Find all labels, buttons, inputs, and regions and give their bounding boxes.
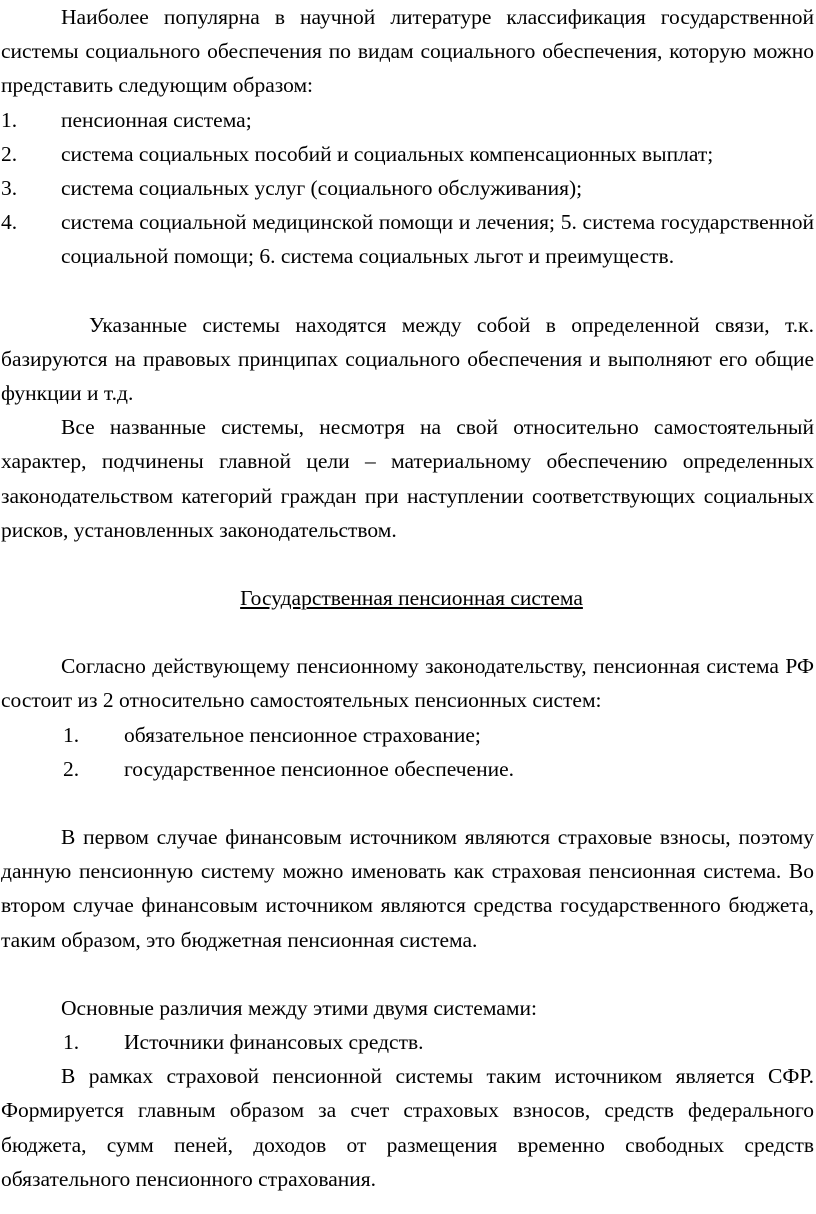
differences-list (1, 1025, 814, 1059)
first-case-paragraph: В первом случае финансовым источником являются страховые взносы, поэтому данную пенсионную систему можно именовать как страховая пенсионная система. Во втором случае финансовым источником являются средства государственного бюджета, таким образом, это бюджетная пенсионная система. (1, 825, 814, 952)
main-differences-paragraph: Основные различия между этими двумя системами: (61, 995, 537, 1020)
list-item-text: пенсионная система; (61, 107, 252, 132)
list-item (1, 171, 814, 205)
list-item (1, 1025, 814, 1059)
list-item (1, 103, 814, 137)
list-item-number: 1. (63, 1030, 80, 1055)
all-systems-paragraph: Все названные системы, несмотря на свой относительно самостоятельный характер, подчинены главной цели – материальному обеспечению определенных законодательством категорий граждан при наступлении соответствующих социальных рисков, установленных законодательством. (1, 415, 814, 542)
list-item-text: система социальной медицинской помощи и лечения; 5. система государственной социальной помощи; 6. система социальных льгот и преимуществ. (61, 210, 814, 269)
systems-paragraph: Указанные системы находятся между собой в определенной связи, т.к. базируются на правовых принципах социального обеспечения и выполняют его общие функции и т.д. (1, 312, 814, 406)
list-item (1, 752, 814, 786)
list-item-number: 2. (63, 756, 80, 781)
list-item-number: 1. (1, 107, 18, 132)
list-item-number: 2. (1, 141, 18, 166)
list-item-text: обязательное пенсионное страхование; (124, 722, 481, 747)
blank-line (1, 957, 814, 991)
pension-systems-list (1, 718, 814, 786)
list-item-text: государственное пенсионное обеспечение. (124, 756, 515, 781)
list-item (1, 718, 814, 752)
blank-line (1, 274, 814, 308)
section-heading: Государственная пенсионная система (240, 586, 583, 611)
list-item-number: 4. (1, 210, 18, 235)
list-item (1, 205, 814, 273)
intro-paragraph: Наиболее популярна в научной литературе классификация государственной системы социального обеспечения по видам социального обеспечения, которую можно представить следующим образом: (1, 5, 814, 98)
list-item-text: система социальных пособий и социальных компенсационных выплат; (61, 141, 714, 166)
blank-line (1, 786, 814, 820)
framework-paragraph: В рамках страховой пенсионной системы таким источником является СФР. Формируется главным образом за счет страховых взносов, средств федерального бюджета, сумм пеней, доходов от размещения временно свободных средств обязательного пенсионного страхования. (1, 1064, 814, 1191)
list-item-text: Источники финансовых средств. (124, 1030, 424, 1055)
classification-list (1, 103, 814, 274)
list-item-number: 1. (63, 722, 80, 747)
blank-line (1, 615, 814, 649)
list-item-text: система социальных услуг (социального обслуживания); (61, 176, 583, 201)
list-item-number: 3. (1, 176, 18, 201)
blank-line (1, 547, 814, 581)
list-item (1, 137, 814, 171)
according-paragraph: Согласно действующему пенсионному законодательству, пенсионная система РФ состоит из 2 относительно самостоятельных пенсионных систем: (1, 654, 814, 713)
